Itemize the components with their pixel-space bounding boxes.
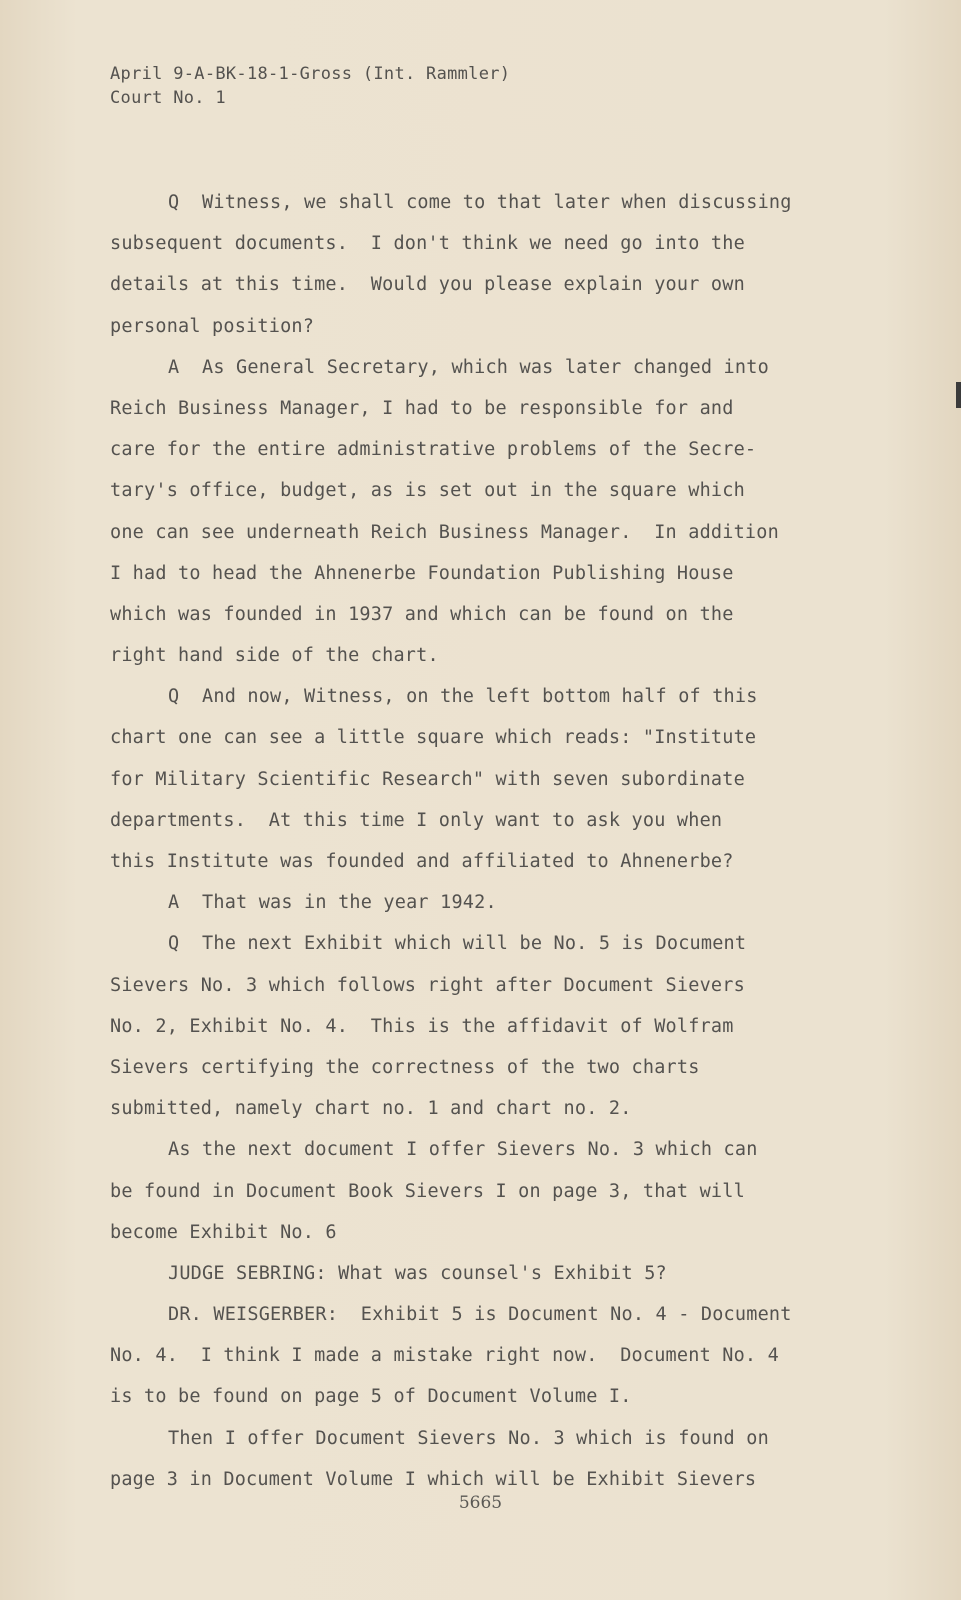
text-line: Sievers No. 3 which follows right after Document Sievers (110, 974, 745, 996)
text-line: be found in Document Book Sievers I on page 3, that will (110, 1180, 745, 1202)
text-line: A As General Secretary, which was later changed into (168, 356, 769, 378)
text-line: personal position? (110, 315, 315, 337)
text-line: Then I offer Document Sievers No. 3 which is found on (168, 1427, 769, 1449)
text-line: chart one can see a little square which reads: "Institute (110, 727, 757, 749)
text-line: No. 4. I think I made a mistake right now. Document No. 4 (110, 1345, 779, 1367)
text-line: right hand side of the chart. (110, 645, 439, 667)
text-line: Reich Business Manager, I had to be responsible for and (110, 397, 734, 419)
header-court-line: Court No. 1 (110, 88, 226, 108)
text-line: details at this time. Would you please explain your own (110, 274, 745, 296)
text-line: page 3 in Document Volume I which will be Exhibit Sievers (110, 1468, 757, 1490)
header-reference-line: April 9-A-BK-18-1-Gross (Int. Rammler) (110, 64, 511, 84)
text-line: Q Witness, we shall come to that later when discussing (168, 192, 792, 213)
text-line: Q The next Exhibit which will be No. 5 is Document (168, 933, 747, 955)
text-line: A That was in the year 1942. (168, 892, 497, 914)
text-line: I had to head the Ahnenerbe Foundation Publishing House (110, 562, 734, 584)
text-line: which was founded in 1937 and which can be found on the (110, 603, 734, 625)
page-number: 5665 (458, 1493, 503, 1513)
text-line: for Military Scientific Research" with seven subordinate (110, 768, 745, 790)
text-line: subsequent documents. I don't think we need go into the (110, 233, 745, 255)
text-line: Q And now, Witness, on the left bottom half of this (168, 686, 758, 708)
text-line: Sievers certifying the correctness of the two charts (110, 1056, 700, 1078)
document-header (110, 62, 510, 110)
text-line: JUDGE SEBRING: What was counsel's Exhibit 5? (168, 1262, 667, 1284)
edge-mark (956, 382, 961, 408)
text-line: is to be found on page 5 of Document Volume I. (110, 1386, 632, 1408)
text-line: DR. WEISGERBER: Exhibit 5 is Document No. 4 - Document (168, 1304, 792, 1326)
text-line: one can see underneath Reich Business Manager. In addition (110, 521, 779, 543)
text-line: submitted, namely chart no. 1 and chart no. 2. (110, 1098, 632, 1120)
text-line: become Exhibit No. 6 (110, 1221, 337, 1243)
transcript-body (110, 182, 845, 1500)
text-line: this Institute was founded and affiliated to Ahnenerbe? (110, 851, 734, 872)
text-line: care for the entire administrative problems of the Secre- (110, 439, 757, 461)
text-line: departments. At this time I only want to ask you when (110, 809, 723, 831)
text-line: tary's office, budget, as is set out in the square which (110, 480, 745, 502)
text-line: No. 2, Exhibit No. 4. This is the affidavit of Wolfram (110, 1015, 734, 1037)
text-line: As the next document I offer Sievers No. 3 which can (168, 1139, 758, 1161)
